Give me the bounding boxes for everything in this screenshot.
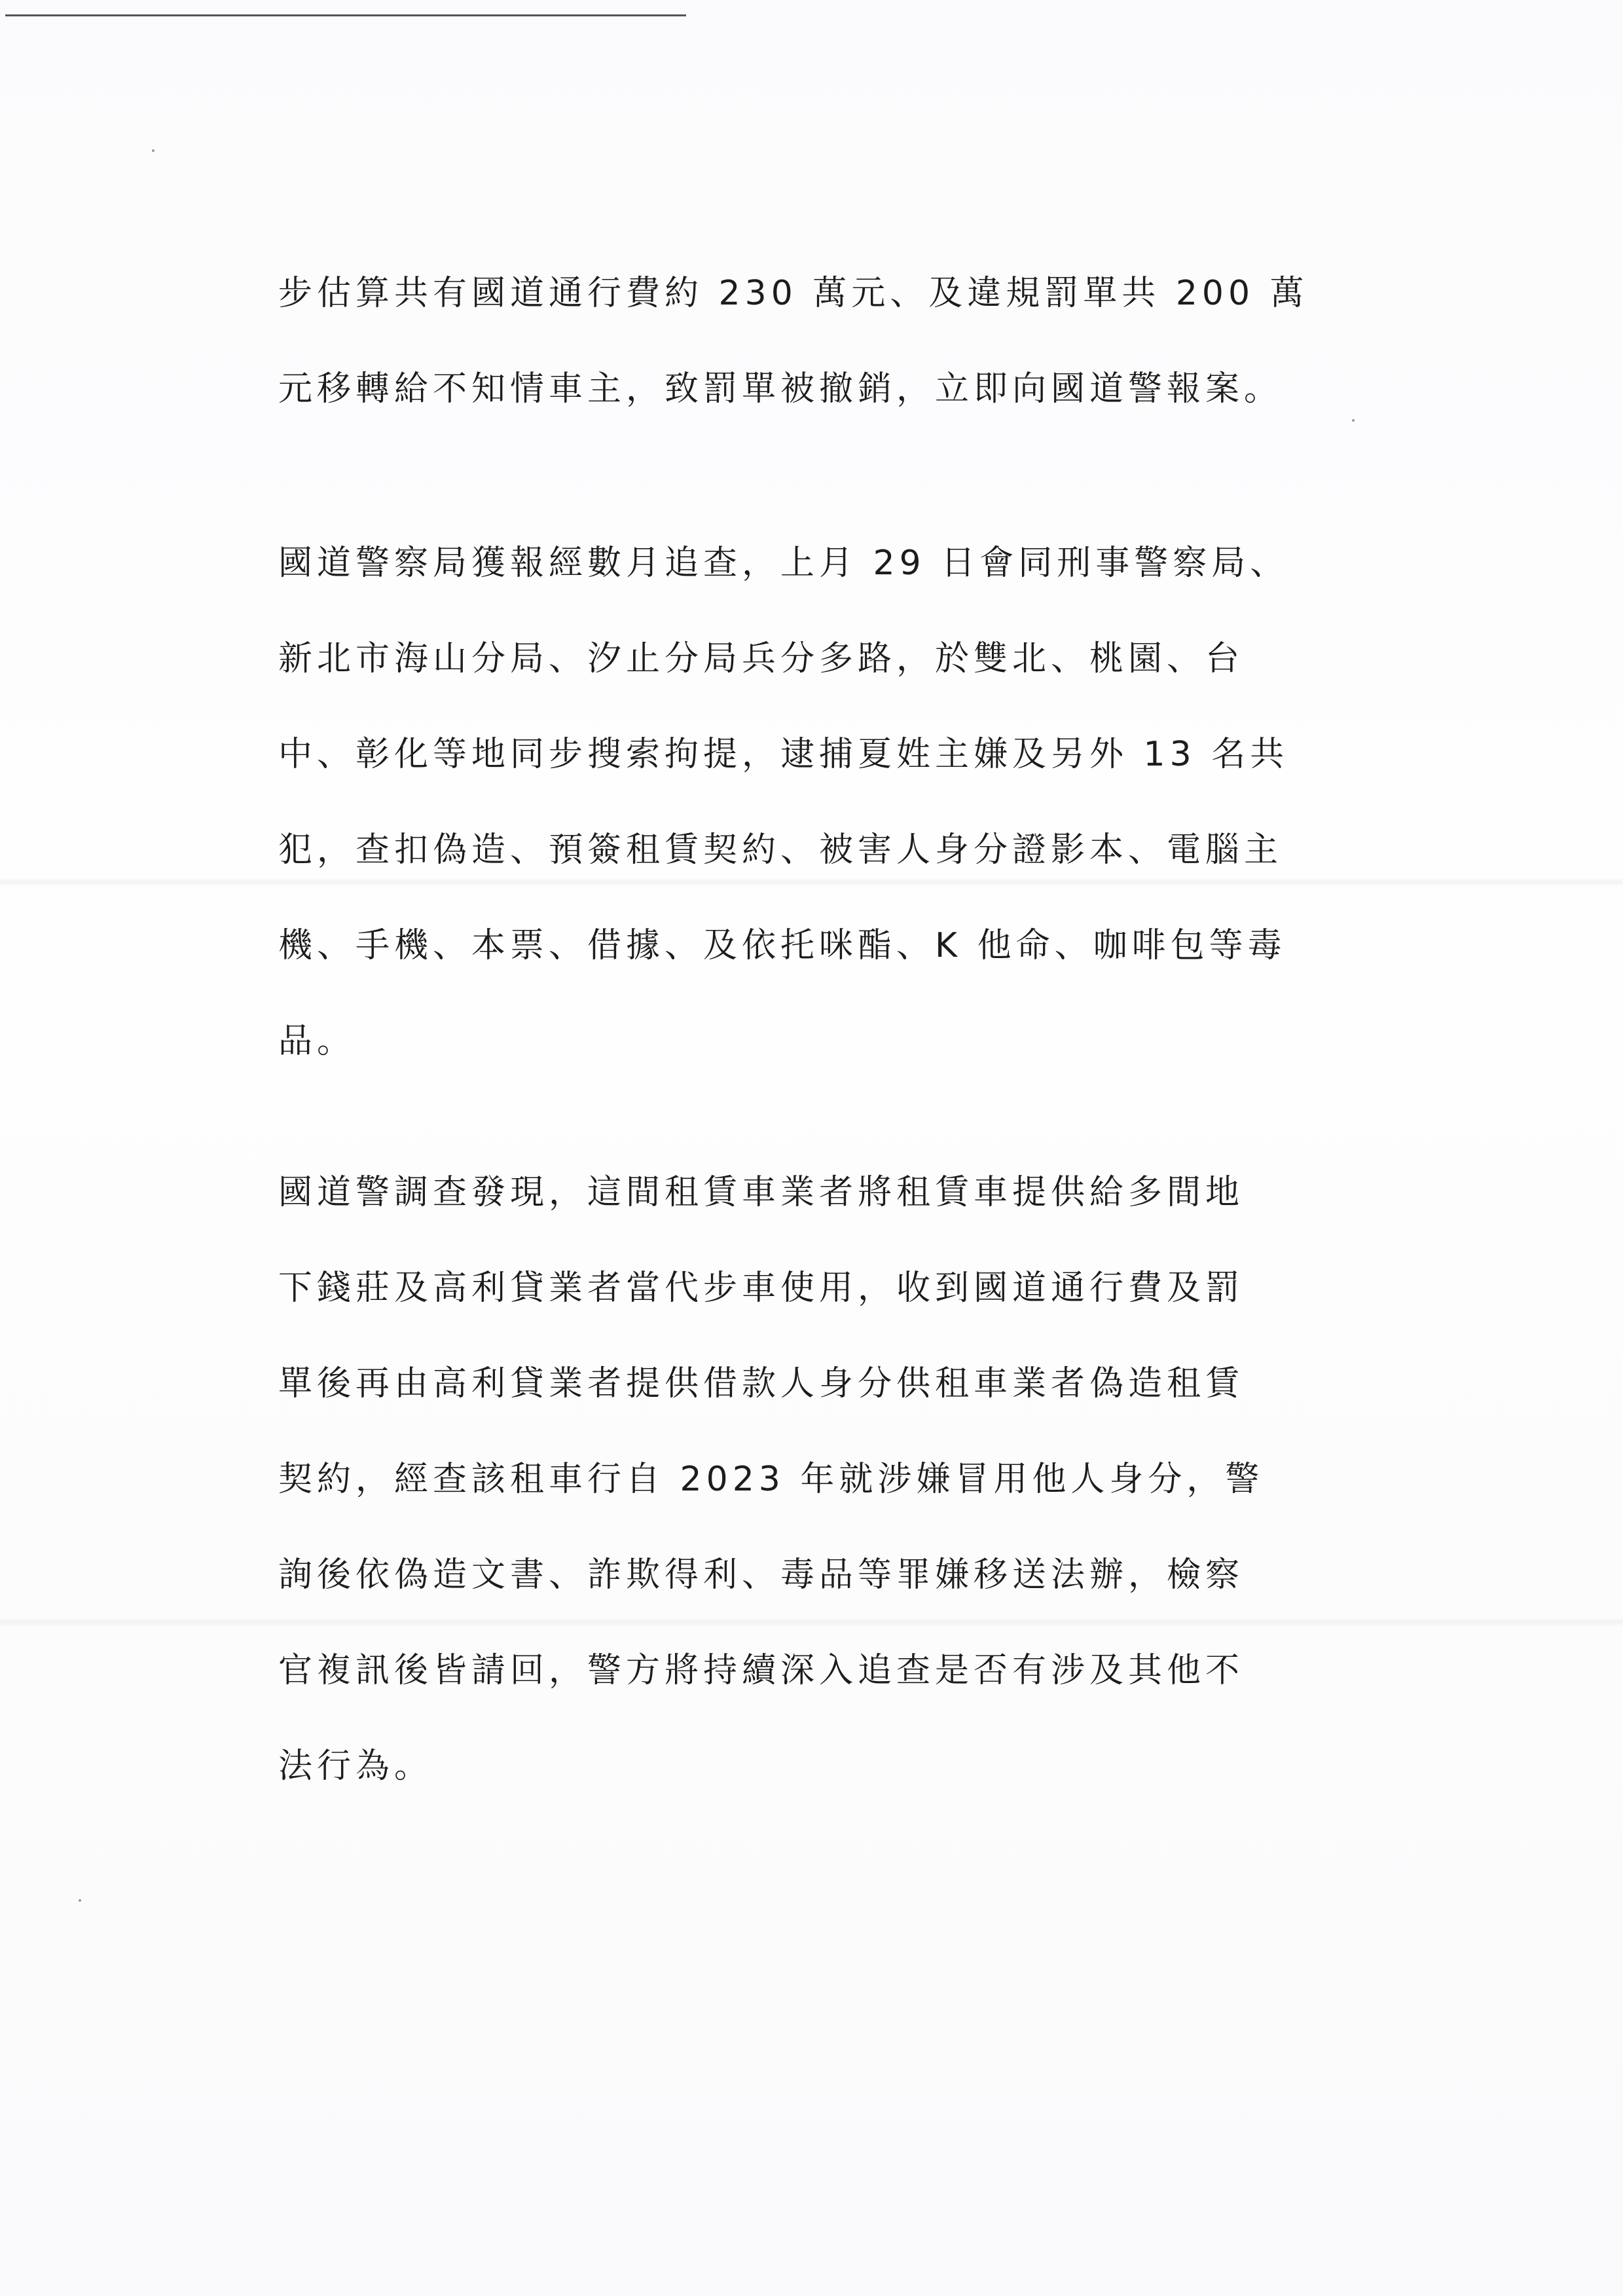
paragraph-3: [278, 1145, 1378, 1814]
text-line: 單後再由高利貸業者提供借款人身分供租車業者偽造租賃: [278, 1364, 1245, 1403]
text-line: 犯，查扣偽造、預簽租賃契約、被害人身分證影本、電腦主: [278, 830, 1283, 870]
paragraph-1: [278, 246, 1378, 437]
text-line: 新北市海山分局、汐止分局兵分多路，於雙北、桃園、台: [278, 639, 1245, 678]
text-line: 法行為。: [278, 1747, 433, 1786]
scan-speck: [152, 149, 155, 152]
scan-speck: [79, 1899, 81, 1902]
text-line: 契約，經查該租車行自 2023 年就涉嫌冒用他人身分，警: [278, 1460, 1264, 1499]
text-line: 國道警察局獲報經數月追查，上月 29 日會同刑事警察局、: [278, 544, 1289, 583]
text-line: 品。: [278, 1022, 356, 1061]
text-line: 步估算共有國道通行費約 230 萬元、及違規罰單共 200 萬: [278, 274, 1309, 313]
text-line: 中、彰化等地同步搜索拘提，逮捕夏姓主嫌及另外 13 名共: [278, 735, 1289, 774]
paragraph-2: [278, 515, 1378, 1089]
text-line: 詢後依偽造文書、詐欺得利、毒品等罪嫌移送法辦，檢察: [278, 1555, 1245, 1595]
text-line: 官複訊後皆請回，警方將持續深入追查是否有涉及其他不: [278, 1651, 1245, 1690]
text-line: 機、手機、本票、借據、及依托咪酯、K 他命、咖啡包等毒: [278, 926, 1286, 965]
text-line: 下錢莊及高利貸業者當代步車使用，收到國道通行費及罰: [278, 1268, 1245, 1308]
top-rule: [5, 14, 686, 16]
text-line: 國道警調查發現，這間租賃車業者將租賃車提供給多間地: [278, 1173, 1245, 1212]
text-line: 元移轉給不知情車主，致罰單被撤銷，立即向國道警報案。: [278, 369, 1283, 409]
